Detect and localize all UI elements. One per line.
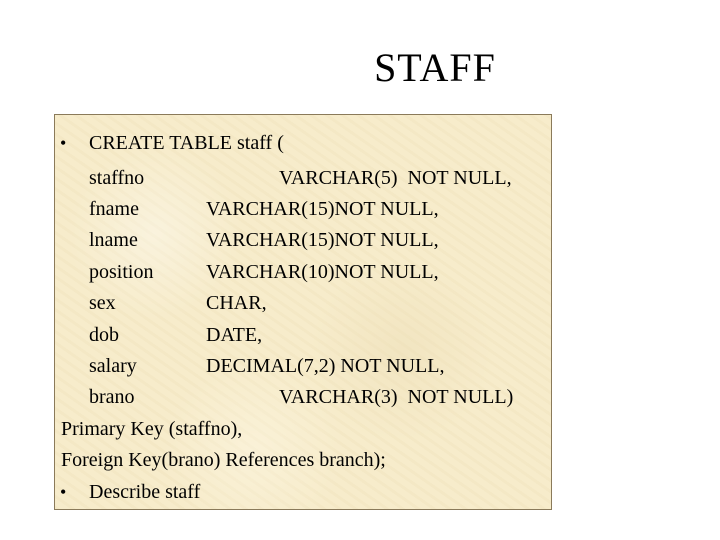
column-type: VARCHAR(3) NOT NULL) (279, 386, 514, 408)
bullet-icon: • (60, 133, 67, 153)
foreign-key-line: Foreign Key(brano) References branch); (61, 449, 386, 471)
column-type: DECIMAL(7,2) NOT NULL, (206, 355, 445, 377)
column-type: DATE, (206, 324, 263, 346)
column-name: position (89, 261, 154, 283)
column-name: dob (89, 324, 119, 346)
primary-key-line: Primary Key (staffno), (61, 418, 243, 440)
create-table-line: CREATE TABLE staff ( (89, 132, 284, 154)
column-type: VARCHAR(10)NOT NULL, (206, 261, 439, 283)
column-type: VARCHAR(15)NOT NULL, (206, 229, 439, 251)
column-type: VARCHAR(5) NOT NULL, (279, 167, 512, 189)
column-type: VARCHAR(15)NOT NULL, (206, 198, 439, 220)
column-name: sex (89, 292, 116, 314)
slide-title: STAFF (374, 45, 496, 90)
column-name: staffno (89, 167, 145, 189)
column-name: salary (89, 355, 137, 377)
column-name: brano (89, 386, 135, 408)
sql-content-box (54, 114, 552, 510)
column-name: fname (89, 198, 139, 220)
bullet-icon: • (60, 482, 67, 502)
describe-line: Describe staff (89, 481, 201, 503)
column-type: CHAR, (206, 292, 267, 314)
column-name: lname (89, 229, 138, 251)
